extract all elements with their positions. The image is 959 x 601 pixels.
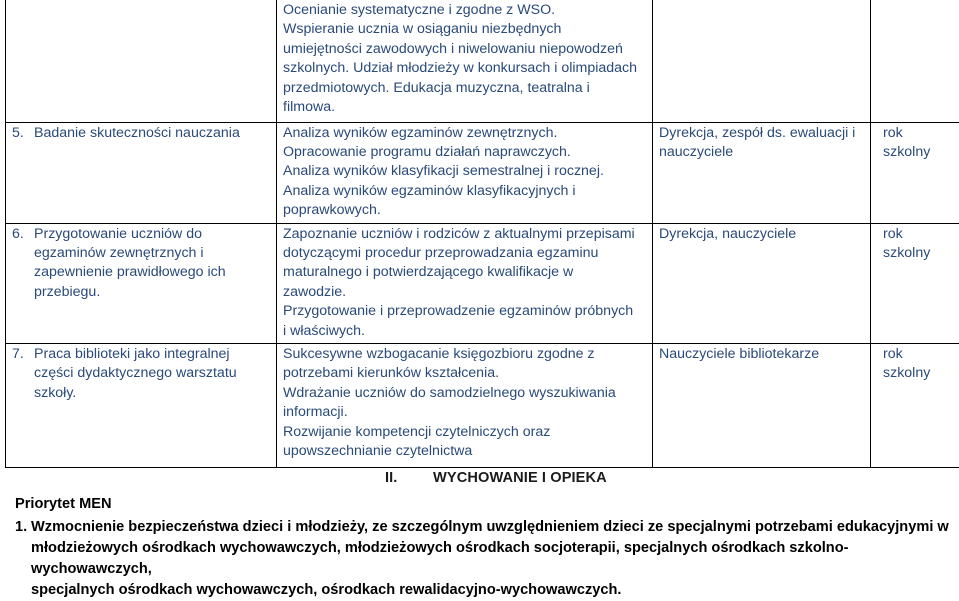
priority-label: Priorytet MEN	[15, 496, 112, 512]
action-text: Analiza wyników egzaminów zewnętrznych.	[283, 124, 646, 143]
term-text: rok	[883, 345, 953, 364]
action-text: Ocenianie systematyczne i zgodne z WSO.	[283, 1, 646, 20]
term-cell	[871, 0, 959, 122]
task-text: przebiegu.	[34, 283, 270, 302]
action-text: Przygotowanie i przeprowadzenie egzaminów próbnych	[283, 302, 646, 321]
task-text: Praca biblioteki jako integralnej	[34, 345, 270, 364]
responsible-text: nauczyciele	[659, 143, 864, 162]
task-number: 6.	[12, 225, 34, 303]
table-row	[6, 122, 959, 223]
table-row	[6, 223, 959, 343]
action-text: Sukcesywne wzbogacanie księgozbioru zgodne z	[283, 345, 646, 364]
responsible-text: Nauczyciele bibliotekarze	[659, 345, 864, 364]
task-text: Badanie skuteczności nauczania	[34, 124, 270, 143]
responsible-cell	[653, 343, 871, 467]
action-text: przedmiotowych. Edukacja muzyczna, teatralna i	[283, 79, 646, 98]
goal-number: 1.	[15, 517, 31, 538]
goal-line: Wzmocnienie bezpieczeństwa dzieci i młodzieży, ze szczególnym uwzględnieniem dzieci ze specjalnymi potrzebami edukacyjnymi w	[31, 519, 949, 535]
goal-line: młodzieżowych ośrodkach wychowawczych, młodzieżowych ośrodkach socjoterapii, specjalnych ośrodkach szkolno-wychowawczych,	[15, 538, 950, 580]
section-heading	[385, 470, 607, 486]
task-cell	[6, 122, 277, 223]
action-text: Opracowanie programu działań naprawczych.	[283, 143, 646, 162]
task-cell	[6, 343, 277, 467]
table-row	[6, 343, 959, 467]
action-text: poprawkowych.	[283, 201, 646, 220]
action-text: dotyczącymi procedur przeprowadzania egzaminu	[283, 244, 646, 263]
actions-cell	[277, 122, 653, 223]
task-text: Przygotowanie uczniów do	[34, 225, 270, 244]
term-cell	[871, 122, 959, 223]
action-text: zawodzie.	[283, 283, 646, 302]
action-text: potrzebami kierunków kształcenia.	[283, 364, 646, 383]
responsible-text: Dyrekcja, nauczyciele	[659, 225, 864, 244]
action-text: i właściwych.	[283, 322, 646, 341]
responsible-cell	[653, 223, 871, 343]
actions-cell	[277, 0, 653, 122]
action-text: Zapoznanie uczniów i rodziców z aktualnymi przepisami	[283, 225, 646, 244]
term-cell	[871, 223, 959, 343]
term-text: rok	[883, 124, 953, 143]
task-cell	[6, 0, 277, 122]
task-text: zapewnienie prawidłowego ich	[34, 263, 270, 282]
task-number: 5.	[12, 124, 34, 143]
plan-table	[5, 0, 959, 468]
section-title: WYCHOWANIE I OPIEKA	[433, 470, 607, 486]
action-text: informacji.	[283, 403, 646, 422]
task-text: szkoły.	[34, 384, 270, 403]
action-text: Wdrażanie uczniów do samodzielnego wyszukiwania	[283, 384, 646, 403]
priority-goal	[15, 517, 950, 601]
responsible-cell	[653, 122, 871, 223]
action-text: maturalnego i potwierdzającego kwalifikacje w	[283, 263, 646, 282]
task-number: 7.	[12, 345, 34, 403]
action-text: Analiza wyników klasyfikacji semestralnej i rocznej.	[283, 162, 646, 181]
term-text: rok	[883, 225, 953, 244]
action-text: umiejętności zawodowych i niwelowaniu niepowodzeń	[283, 40, 646, 59]
task-text: części dydaktycznego warsztatu	[34, 364, 270, 383]
section-roman: II.	[385, 470, 433, 486]
actions-cell	[277, 223, 653, 343]
table-row	[6, 0, 959, 122]
responsible-text: Dyrekcja, zespół ds. ewaluacji i	[659, 124, 864, 143]
responsible-cell	[653, 0, 871, 122]
action-text: upowszechnianie czytelnictwa	[283, 442, 646, 461]
term-text: szkolny	[883, 364, 953, 383]
action-text: filmowa.	[283, 98, 646, 117]
action-text: Analiza wyników egzaminów klasyfikacyjnych i	[283, 182, 646, 201]
action-text: szkolnych. Udział młodzieży w konkursach i olimpiadach	[283, 59, 646, 78]
goal-line: specjalnych ośrodkach wychowawczych, ośrodkach rewalidacyjno-wychowawczych.	[15, 580, 950, 601]
term-text: szkolny	[883, 143, 953, 162]
action-text: Wspieranie ucznia w osiąganiu niezbędnych	[283, 20, 646, 39]
actions-cell	[277, 343, 653, 467]
term-cell	[871, 343, 959, 467]
action-text: Rozwijanie kompetencji czytelniczych oraz	[283, 423, 646, 442]
task-text: egzaminów zewnętrznych i	[34, 244, 270, 263]
term-text: szkolny	[883, 244, 953, 263]
task-cell	[6, 223, 277, 343]
